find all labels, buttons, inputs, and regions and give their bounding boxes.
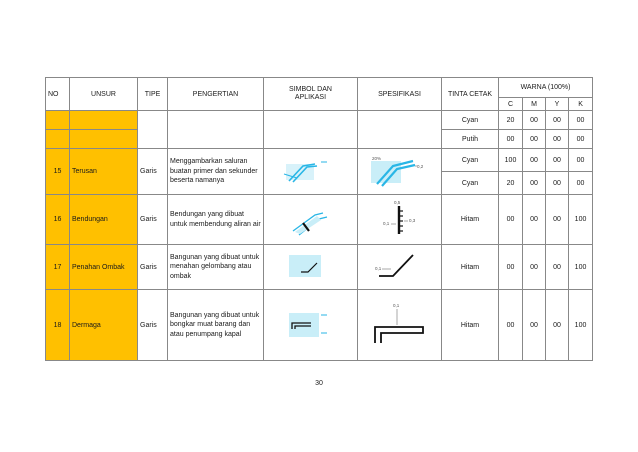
header-m: M [523,98,546,111]
symbol-dermaga [264,290,358,361]
table-row: Cyan 20 00 00 00 [46,111,593,130]
terusan-symbol-icon [281,154,341,188]
table-row: 16 Bendungan Garis Bendungan yang dibuat untuk membendung aliran air 0,5 0,1 0,3 Hitam 00 00 00 100 [46,195,593,245]
header-pengertian: PENGERTIAN [168,78,264,111]
table-row: Putih 00 00 00 00 [46,130,593,149]
table-row: 17 Penahan Ombak Garis Bangunan yang dibuat untuk menahan gelombang atau ombak 0,1 Hitam 00 00 00 100 [46,245,593,290]
dermaga-spec-icon [365,299,435,349]
ink-name: Hitam [442,245,499,290]
spec-label: 0,1 [392,303,399,308]
header-y: Y [546,98,569,111]
row-unsur: Dermaga [70,290,138,361]
row-number: 15 [46,149,70,195]
spec-penahan-ombak [358,245,442,290]
spec-label: 0,1 [382,220,389,226]
page-number: 30 [315,380,323,387]
header-tinta: TINTA CETAK [442,78,499,111]
row-tipe: Garis [138,149,168,195]
legend-table [45,77,593,361]
terusan-spec-icon [365,152,435,190]
header-tipe: TIPE [138,78,168,111]
header-spesifikasi: SPESIFIKASI [358,78,442,111]
row-number: 18 [46,290,70,361]
symbol-bendungan [264,195,358,245]
spec-label: 0,3 [408,217,415,223]
ink-name: Cyan [442,149,499,172]
row-number: 17 [46,245,70,290]
table-row: Cyan 20 00 00 00 [46,172,593,195]
row-pengertian: Bendungan yang dibuat untuk membendung aliran air [168,195,264,245]
spec-bendungan [358,195,442,245]
ink-name: Cyan [442,172,499,195]
penahan-ombak-symbol-icon [281,251,341,281]
spec-label: 0,2 [416,163,423,169]
row-tipe: Garis [138,290,168,361]
row-pengertian: Bangunan yang dibuat untuk menahan gelombang atau ombak [168,245,264,290]
spec-label: 0,5 [393,199,400,205]
ink-name: Hitam [442,195,499,245]
spec-label: 20% [371,155,381,161]
ink-name: Hitam [442,290,499,361]
ink-name: Putih [442,130,499,149]
spec-dermaga [358,290,442,361]
header-warna: WARNA (100%) [499,78,593,98]
row-pengertian: Menggambarkan saluran buatan primer dan sekunder beserta namanya [168,149,264,195]
table-row: 18 Dermaga Garis Bangunan yang dibuat untuk bongkar muat barang dan atau penumpang kapal 0,1 Hitam 00 00 00 100 [46,290,593,361]
bendungan-spec-icon [365,198,435,240]
row-number: 16 [46,195,70,245]
header-no: NO [46,78,70,111]
row-unsur: Penahan Ombak [70,245,138,290]
row-pengertian: Bangunan yang dibuat untuk bongkar muat barang dan atau penumpang kapal [168,290,264,361]
row-tipe: Garis [138,195,168,245]
table-row: 15 Terusan Garis Menggambarkan saluran buatan primer dan sekunder beserta namanya 20% 0,2 Cyan 100 00 00 00 [46,149,593,172]
row-tipe: Garis [138,245,168,290]
penahan-ombak-spec-icon [365,249,435,283]
symbol-terusan [264,149,358,195]
spec-label: 0,1 [374,266,381,271]
dermaga-symbol-icon [281,307,341,341]
header-unsur: UNSUR [70,78,138,111]
header-c: C [499,98,523,111]
header-k: K [569,98,593,111]
spec-terusan [358,149,442,195]
header-simbol: SIMBOL DAN APLIKASI [264,78,358,111]
bendungan-symbol-icon [281,201,341,237]
ink-name: Cyan [442,111,499,130]
row-unsur: Terusan [70,149,138,195]
row-unsur: Bendungan [70,195,138,245]
symbol-penahan-ombak [264,245,358,290]
